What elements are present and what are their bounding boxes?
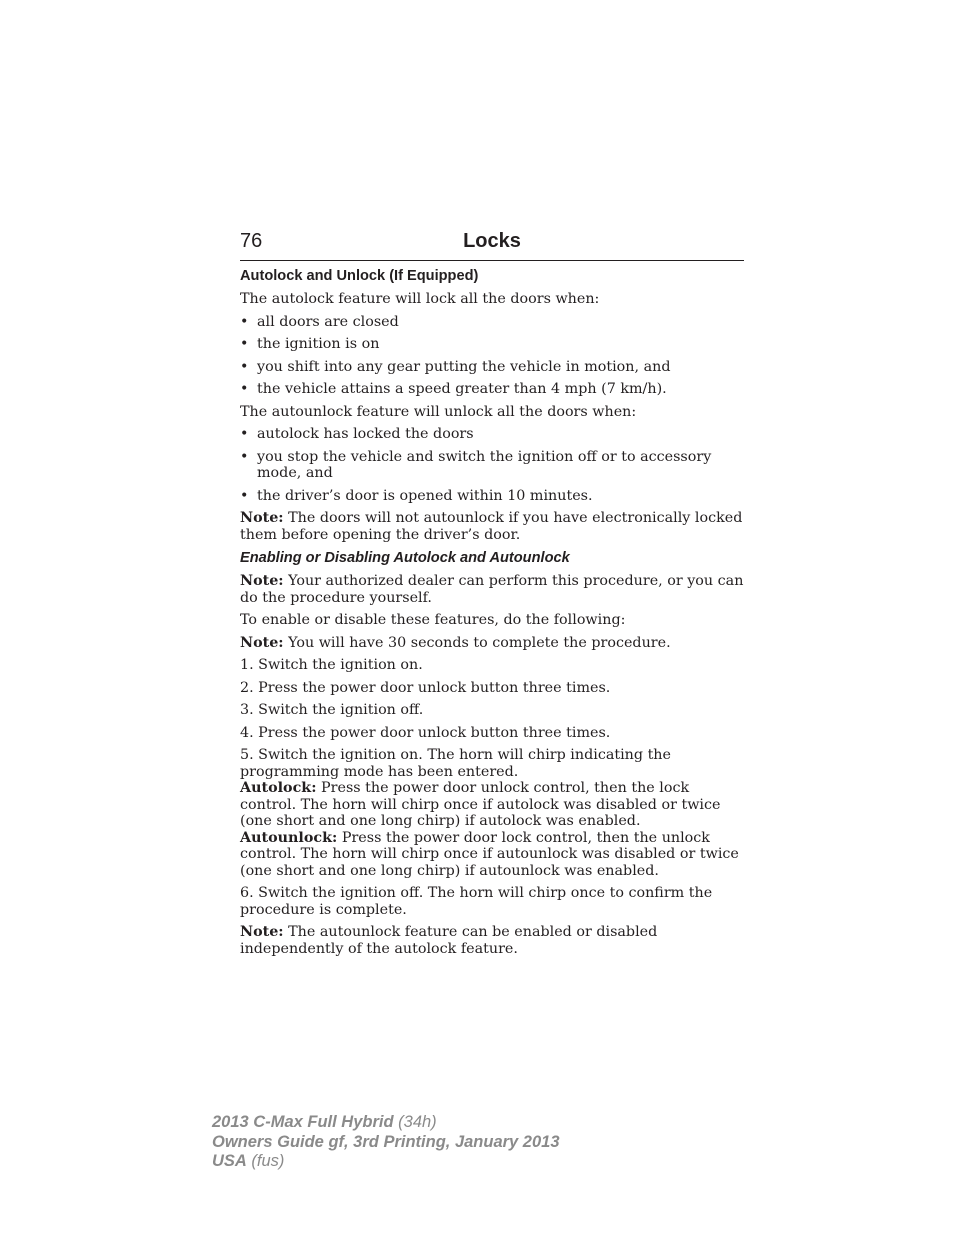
footer-printing-line: Owners Guide gf, 3rd Printing, January 2013	[212, 1132, 560, 1151]
autolock-instruction: Autolock: Press the power door unlock control, then the lock control. The horn will chirp once if autolock was disabled or twice (one short and one long chirp) if autolock was enabled.	[240, 780, 721, 829]
autolock-label: Autolock:	[240, 780, 317, 796]
autolock-intro: The autolock feature will lock all the doors when:	[240, 291, 600, 307]
list-item: • the driver’s door is opened within 10 minutes.	[240, 487, 593, 504]
note-label: Note:	[240, 510, 284, 526]
bullet-icon: •	[240, 381, 249, 397]
autolock-conditions-list	[240, 314, 744, 398]
list-item: • you stop the vehicle and switch the ignition off or to accessory mode, and	[240, 448, 712, 481]
procedure-step: 3. Switch the ignition off.	[240, 702, 424, 718]
note-electronic-lock: Note: The doors will not autounlock if you have electronically locked them before opening the driver’s door.	[240, 510, 743, 543]
note-label: Note:	[240, 573, 284, 589]
procedure-step: 2. Press the power door unlock button three times.	[240, 679, 611, 696]
page-content	[240, 267, 744, 963]
autounlock-instruction: Autounlock: Press the power door lock control, then the unlock control. The horn will chirp once if autounlock was disabled or twice (one short and one long chirp) if autounlock was enabled.	[240, 829, 739, 879]
autounlock-intro: The autounlock feature will unlock all the doors when:	[240, 403, 637, 420]
procedure-step: 6. Switch the ignition off. The horn will chirp once to confirm the procedure is complete.	[240, 885, 713, 918]
note-time-limit: Note: You will have 30 seconds to complete the procedure.	[240, 634, 671, 651]
procedure-intro: To enable or disable these features, do the following:	[240, 612, 626, 628]
footer-model-line: 2013 C-Max Full Hybrid (34h)	[212, 1113, 437, 1131]
bullet-icon: •	[240, 358, 249, 375]
page-number: 76	[240, 230, 263, 252]
page-footer	[212, 1113, 732, 1172]
note-independent: Note: The autounlock feature can be enabled or disabled independently of the autolock feature.	[240, 924, 658, 957]
procedure-step: 4. Press the power door unlock button three times.	[240, 724, 611, 741]
bullet-icon: •	[240, 448, 249, 465]
list-item: • you shift into any gear putting the vehicle in motion, and	[240, 358, 671, 375]
bullet-icon: •	[240, 336, 249, 352]
footer-region-line: USA (fus)	[212, 1152, 285, 1170]
section-heading: Autolock and Unlock (If Equipped)	[240, 268, 479, 284]
chapter-title: Locks	[463, 230, 521, 252]
autounlock-label: Autounlock:	[240, 829, 338, 846]
list-item: • the vehicle attains a speed greater than 4 mph (7 km/h).	[240, 381, 667, 397]
subsection-heading: Enabling or Disabling Autolock and Autounlock	[240, 550, 570, 566]
procedure-step: 5. Switch the ignition on. The horn will chirp indicating the programming mode has been entered.	[240, 747, 671, 780]
procedure-step: 1. Switch the ignition on.	[240, 657, 423, 673]
note-label: Note:	[240, 924, 284, 940]
bullet-icon: •	[240, 426, 249, 442]
list-item: • the ignition is on	[240, 336, 380, 352]
note-dealer: Note: Your authorized dealer can perform this procedure, or you can do the procedure yourself.	[240, 573, 744, 606]
note-label: Note:	[240, 634, 284, 651]
list-item: • all doors are closed	[240, 313, 399, 330]
bullet-icon: •	[240, 313, 249, 330]
bullet-icon: •	[240, 487, 249, 504]
page-header	[240, 229, 744, 261]
list-item: • autolock has locked the doors	[240, 426, 474, 442]
autounlock-conditions-list	[240, 426, 744, 504]
